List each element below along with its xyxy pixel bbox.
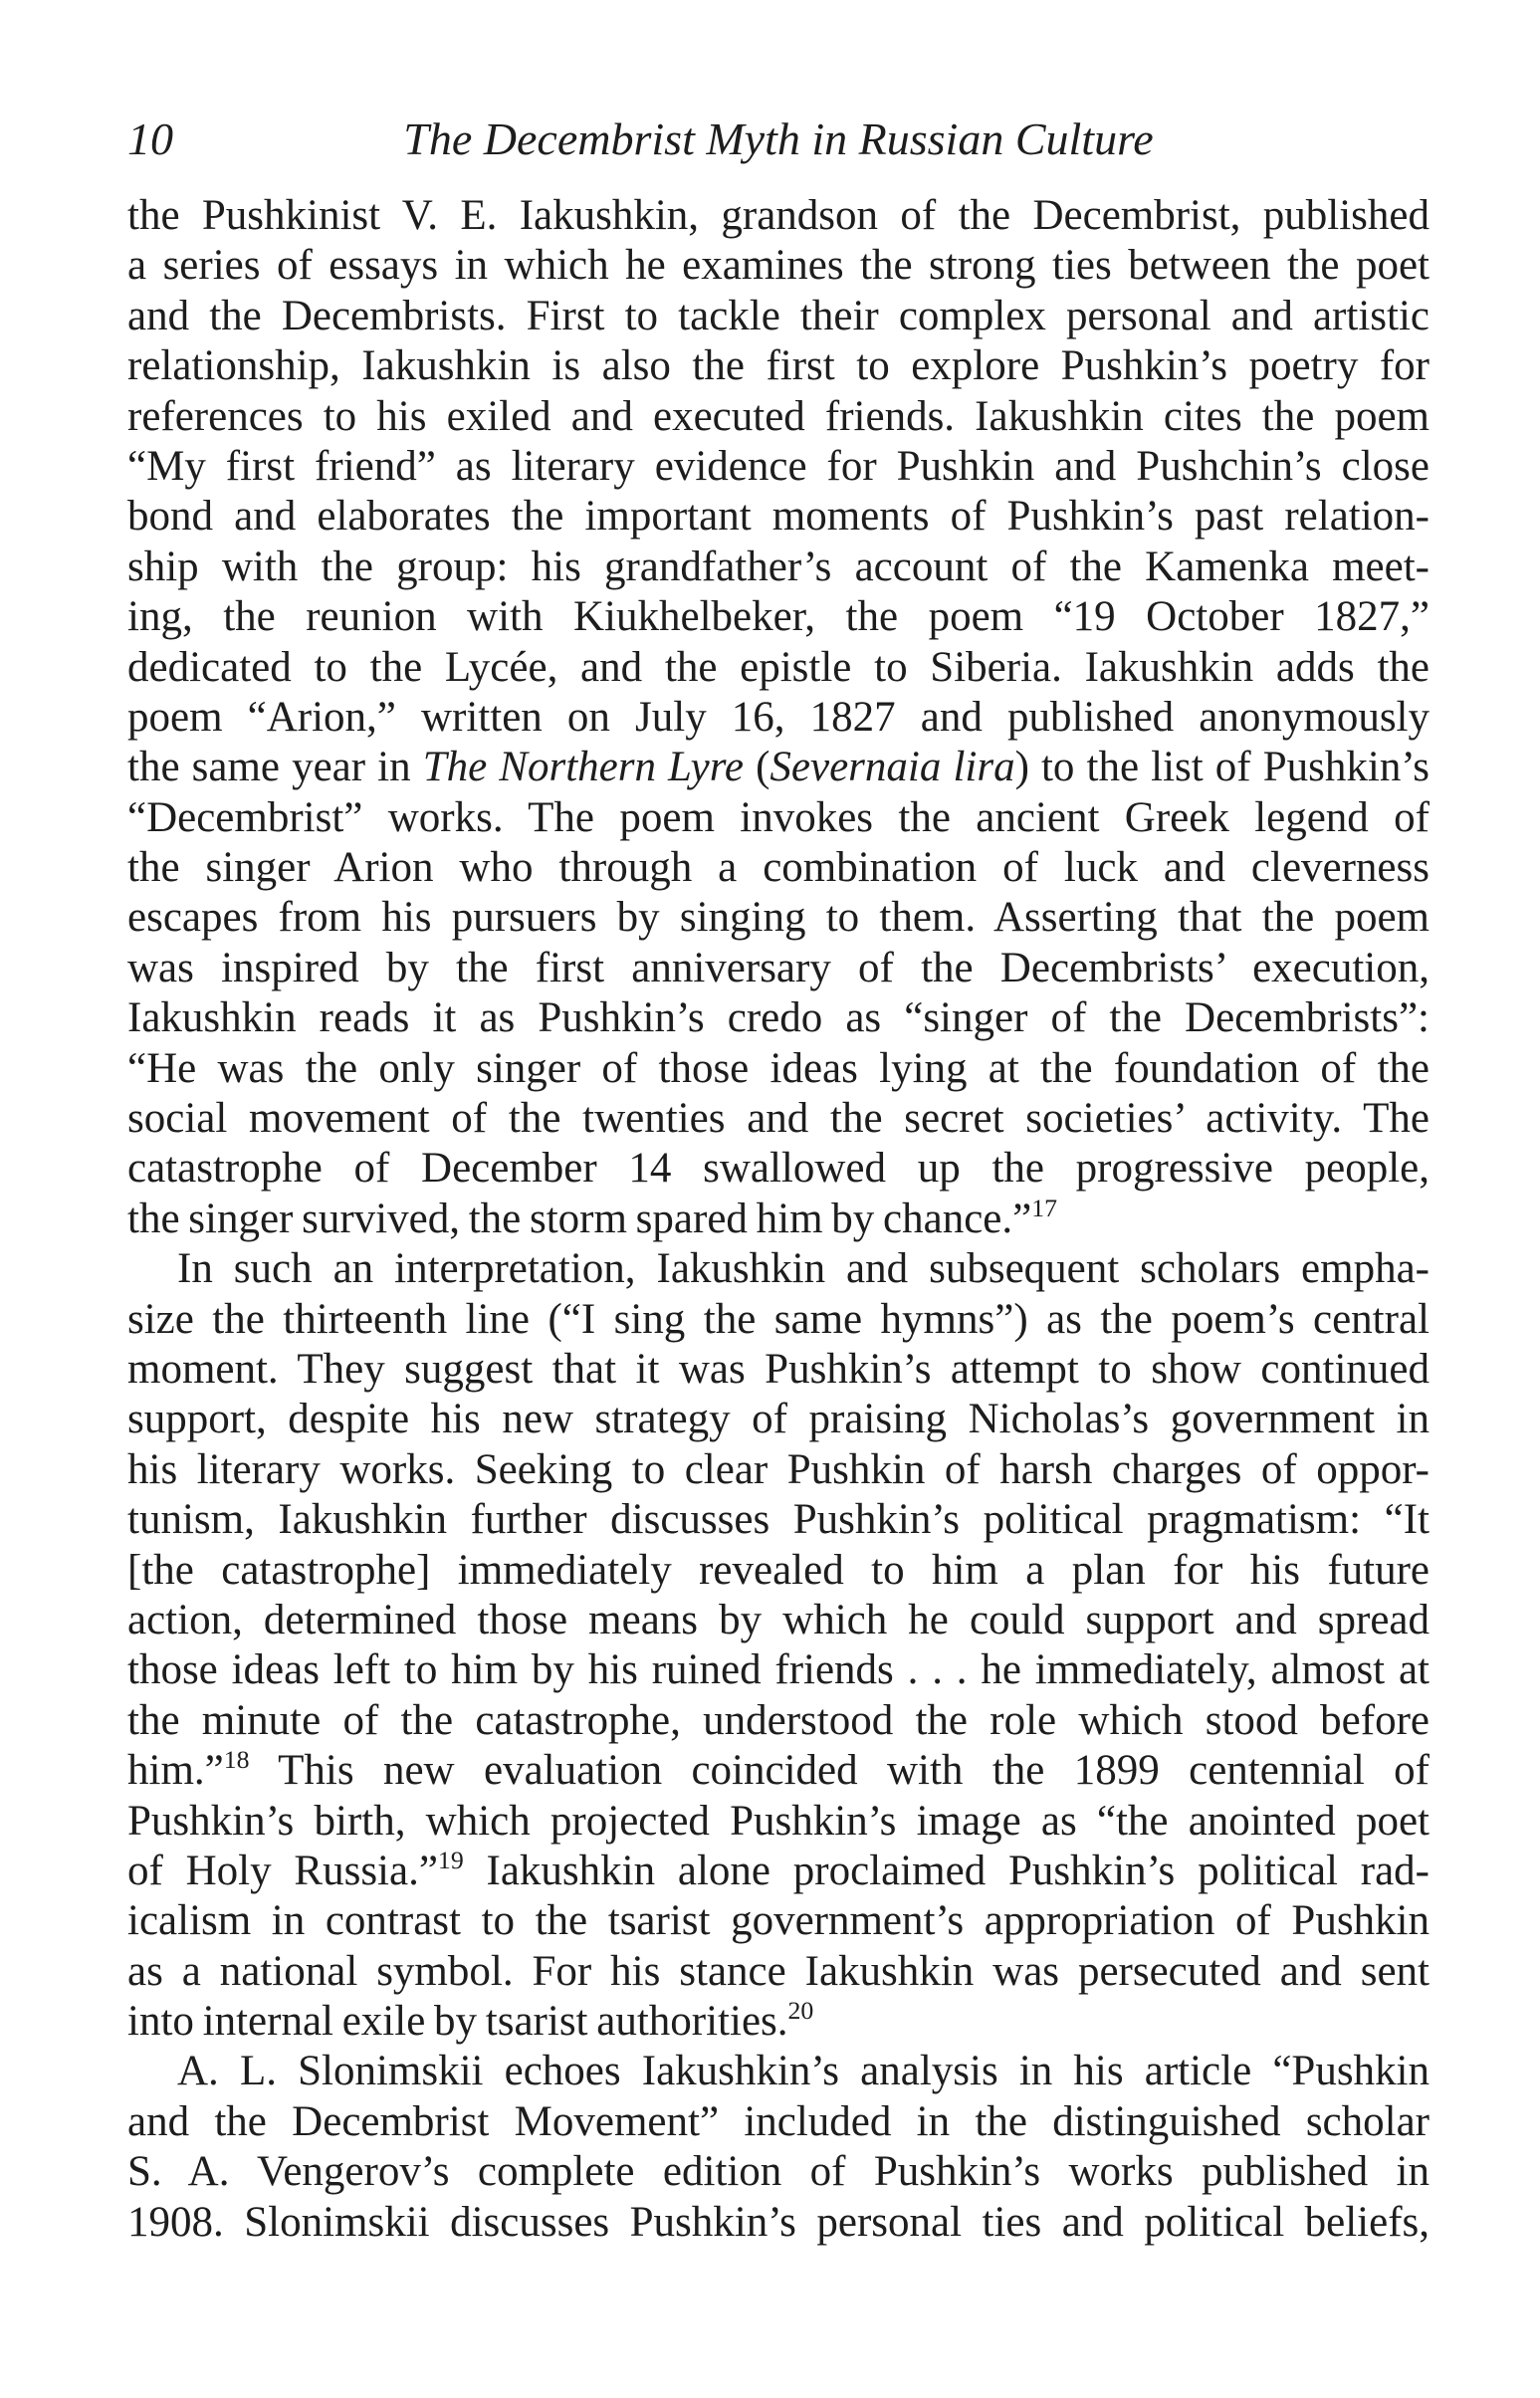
text-line: the minute of the catastrophe, understood the role which stood before: [127, 1696, 1430, 1744]
text-line: catastrophe of December 14 swallowed up the progressive people,: [127, 1145, 1430, 1193]
text-line: his literary works. Seeking to clear Pushkin of harsh charges of oppor-: [127, 1445, 1430, 1493]
text-line: 1908. Slonimskii discusses Pushkin’s personal ties and political beliefs,: [127, 2198, 1430, 2246]
footnote-ref: 18: [223, 1745, 250, 1775]
text-line: “Decembrist” works. The poem invokes the ancient Greek legend of: [127, 793, 1430, 841]
footnote-ref: 19: [437, 1845, 464, 1874]
page-number: 10: [127, 113, 173, 164]
text-segment: of Holy Russia.”: [127, 1847, 438, 1894]
paragraph: [127, 2047, 1430, 2248]
text-line: size the thirteenth line (“I sing the same hymns”) as the poem’s central: [127, 1295, 1430, 1343]
text-line: as a national symbol. For his stance Iakushkin was persecuted and sent: [127, 1947, 1430, 1995]
text-segment: Iakushkin alone proclaimed Pushkin’s political rad-: [463, 1847, 1430, 1894]
text-line: and the Decembrist Movement” included in the distinguished scholar: [127, 2097, 1430, 2145]
text-line: [127, 1847, 1430, 1896]
italic-title: Severnaia lira: [770, 744, 1015, 791]
text-line: [127, 1195, 1430, 1244]
text-line: ing, the reunion with Kiukhelbeker, the poem “19 October 1827,”: [127, 593, 1430, 641]
text-line: A. L. Slonimskii echoes Iakushkin’s analysis in his article “Pushkin: [177, 2048, 1430, 2095]
text-line: dedicated to the Lycée, and the epistle to Siberia. Iakushkin adds the: [127, 643, 1430, 691]
text-line: relationship, Iakushkin is also the first to explore Pushkin’s poetry for: [127, 342, 1430, 390]
text-line: moment. They suggest that it was Pushkin’s attempt to show continued: [127, 1345, 1430, 1393]
text-segment: him.”: [127, 1747, 224, 1795]
footnote-ref: 17: [1031, 1193, 1058, 1222]
text-line: In such an interpretation, Iakushkin and subsequent scholars empha-: [177, 1245, 1430, 1293]
text-line: S. A. Vengerov’s complete edition of Pushkin’s works published in: [127, 2148, 1430, 2196]
text-segment: This new evaluation coincided with the 1899 centennial of: [249, 1747, 1430, 1795]
text-line: support, despite his new strategy of praising Nicholas’s government in: [127, 1396, 1430, 1443]
text-line: Pushkin’s birth, which projected Pushkin’s image as “the anointed poet: [127, 1797, 1430, 1845]
text-line: was inspired by the first anniversary of the Decembrists’ execution,: [127, 944, 1430, 991]
text-segment: (: [744, 744, 770, 791]
italic-title: The Northern Lyre: [422, 744, 744, 791]
footnote-ref: 20: [787, 1996, 814, 2026]
text-line: the Pushkinist V. E. Iakushkin, grandson of the Decembrist, published: [127, 192, 1430, 239]
text-line: ship with the group: his grandfather’s account of the Kamenka meet-: [127, 543, 1430, 590]
text-line: the singer Arion who through a combination of luck and cleverness: [127, 844, 1430, 892]
running-title: The Decembrist Myth in Russian Culture: [403, 113, 1154, 164]
text-segment: the singer survived, the storm spared him by chance.”: [127, 1195, 1032, 1242]
paragraph: [127, 191, 1430, 1244]
running-header: [127, 113, 1430, 165]
text-line: bond and elaborates the important moments of Pushkin’s past relation-: [127, 493, 1430, 541]
text-line: social movement of the twenties and the secret societies’ activity. The: [127, 1095, 1430, 1143]
text-line: tunism, Iakushkin further discusses Pushkin’s political pragmatism: “It: [127, 1496, 1430, 1544]
text-line: icalism in contrast to the tsarist government’s appropriation of Pushkin: [127, 1897, 1430, 1945]
text-line: [127, 743, 1430, 792]
paragraph: [127, 1244, 1430, 2047]
text-line: “He was the only singer of those ideas lying at the foundation of the: [127, 1044, 1430, 1092]
text-line: [127, 1746, 1430, 1796]
text-line: [the catastrophe] immediately revealed to him a plan for his future: [127, 1546, 1430, 1594]
text-line: Iakushkin reads it as Pushkin’s credo as “singer of the Decembrists”:: [127, 994, 1430, 1042]
text-segment: ) to the list of Pushkin’s: [1014, 744, 1430, 791]
text-line: poem “Arion,” written on July 16, 1827 and published anonymously: [127, 693, 1430, 741]
text-line: action, determined those means by which he could support and spread: [127, 1596, 1430, 1643]
text-segment: the same year in: [127, 744, 423, 791]
text-line: escapes from his pursuers by singing to them. Asserting that the poem: [127, 894, 1430, 942]
text-line: “My first friend” as literary evidence for Pushkin and Pushchin’s close: [127, 442, 1430, 490]
body-text: [127, 191, 1430, 2248]
text-line: and the Decembrists. First to tackle their complex personal and artistic: [127, 292, 1430, 339]
text-line: references to his exiled and executed friends. Iakushkin cites the poem: [127, 392, 1430, 440]
text-line: those ideas left to him by his ruined friends . . . he immediately, almost at: [127, 1646, 1430, 1694]
text-line: a series of essays in which he examines the strong ties between the poet: [127, 242, 1430, 290]
text-segment: into internal exile by tsarist authorities.: [127, 1998, 788, 2046]
text-line: [127, 1997, 1430, 2047]
